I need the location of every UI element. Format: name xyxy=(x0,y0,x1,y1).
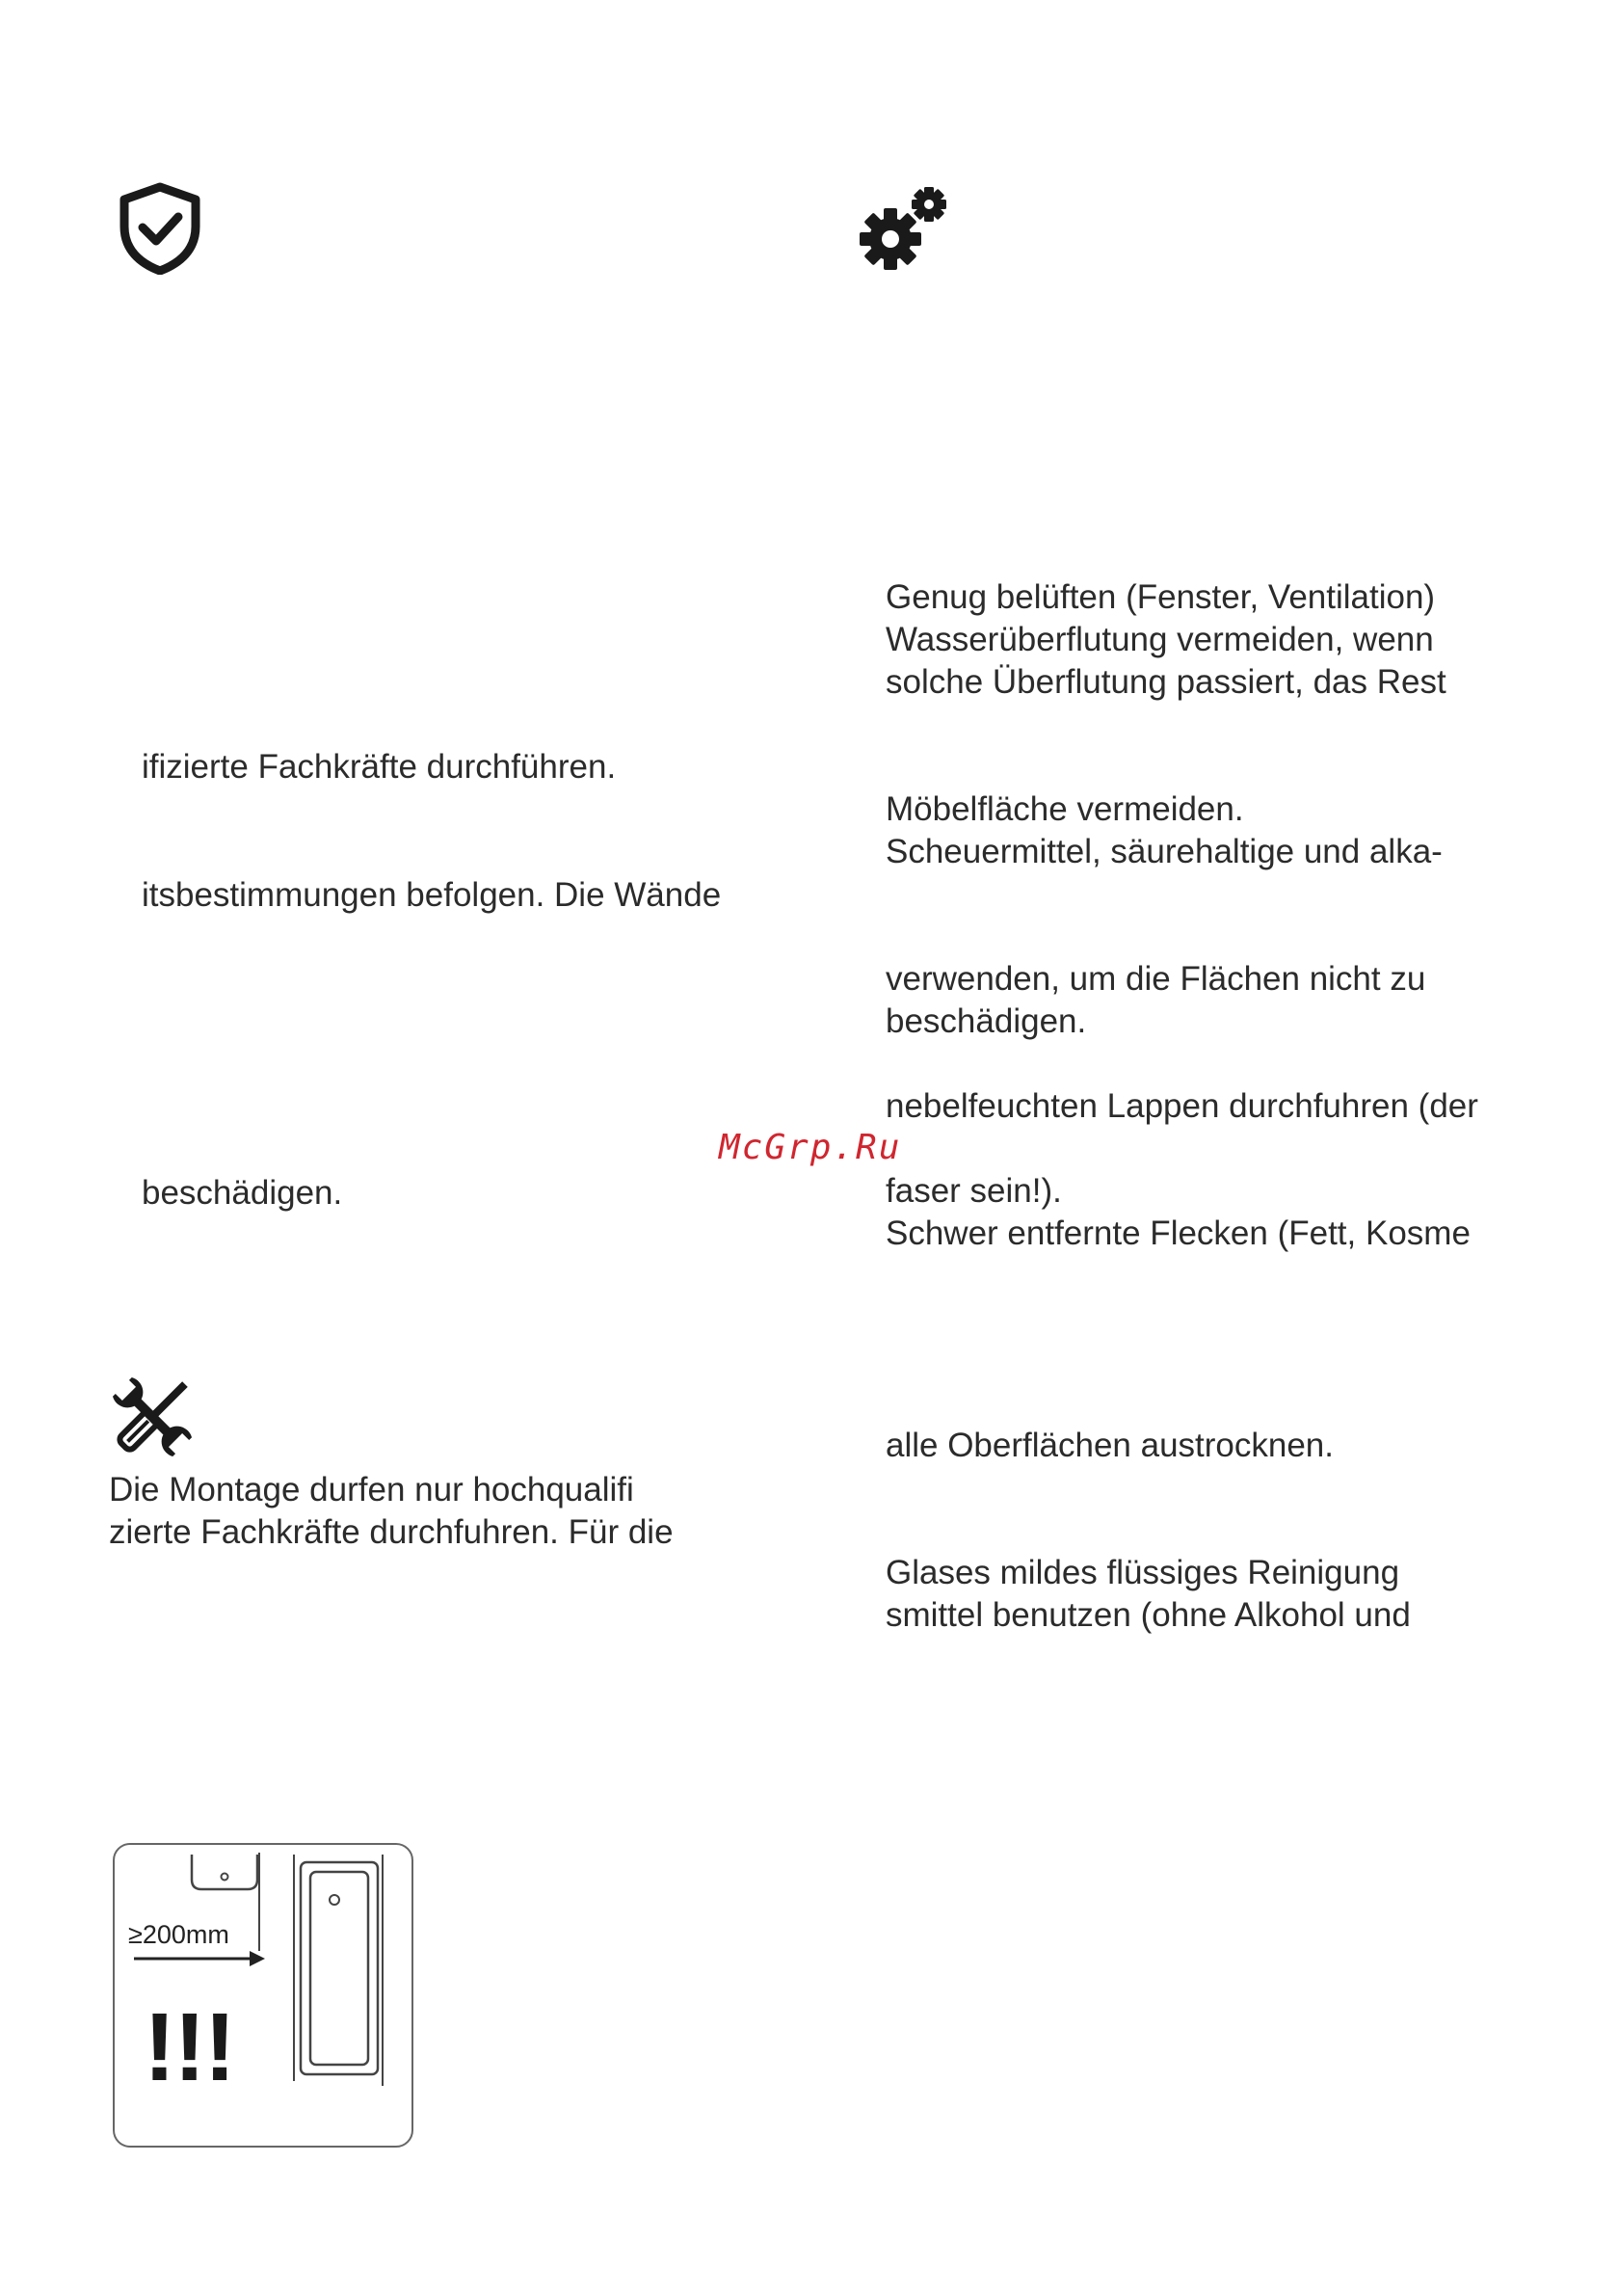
right-text-line: nebelfeuchten Lappen durchfuhren (der xyxy=(886,1087,1478,1125)
right-text-line: Wasserüberflutung vermeiden, wenn xyxy=(886,621,1434,658)
right-text-line: Glases mildes flüssiges Reinigung xyxy=(886,1554,1400,1591)
right-text-line: verwenden, um die Flächen nicht zu xyxy=(886,960,1426,998)
distance-label: ≥200mm xyxy=(128,1920,229,1949)
left-text-line: ifizierte Fachkräfte durchführen. xyxy=(142,748,617,786)
left-text-line: itsbestimmungen befolgen. Die Wände xyxy=(142,876,722,914)
right-text-line: Scheuermittel, säurehaltige und alka- xyxy=(886,833,1443,870)
watermark: McGrp.Ru xyxy=(719,1128,902,1167)
right-text-line: smittel benutzen (ohne Alkohol und xyxy=(886,1596,1411,1634)
right-text-line: Möbelfläche vermeiden. xyxy=(886,790,1244,828)
right-text-line: beschädigen. xyxy=(886,1002,1087,1040)
installation-diagram xyxy=(113,1843,413,2148)
right-text-line: faser sein!). xyxy=(886,1172,1062,1210)
right-text-line: solche Überflutung passiert, das Rest xyxy=(886,663,1446,701)
right-text-line: Schwer entfernte Flecken (Fett, Kosme xyxy=(886,1215,1471,1252)
installation-text-line: Die Montage durfen nur hochqualifi xyxy=(109,1471,634,1508)
right-text-line: alle Oberflächen austrocknen. xyxy=(886,1427,1334,1464)
right-text-line: Genug belüften (Fenster, Ventilation) xyxy=(886,578,1436,616)
installation-text-line: zierte Fachkräfte durchfuhren. Für die xyxy=(109,1513,674,1551)
gears-icon xyxy=(856,183,952,276)
left-text-line: beschädigen. xyxy=(142,1174,343,1212)
wrench-screwdriver-icon xyxy=(106,1371,199,1463)
warning-exclamations: !!! xyxy=(144,1993,234,2101)
shield-check-icon xyxy=(117,182,203,275)
